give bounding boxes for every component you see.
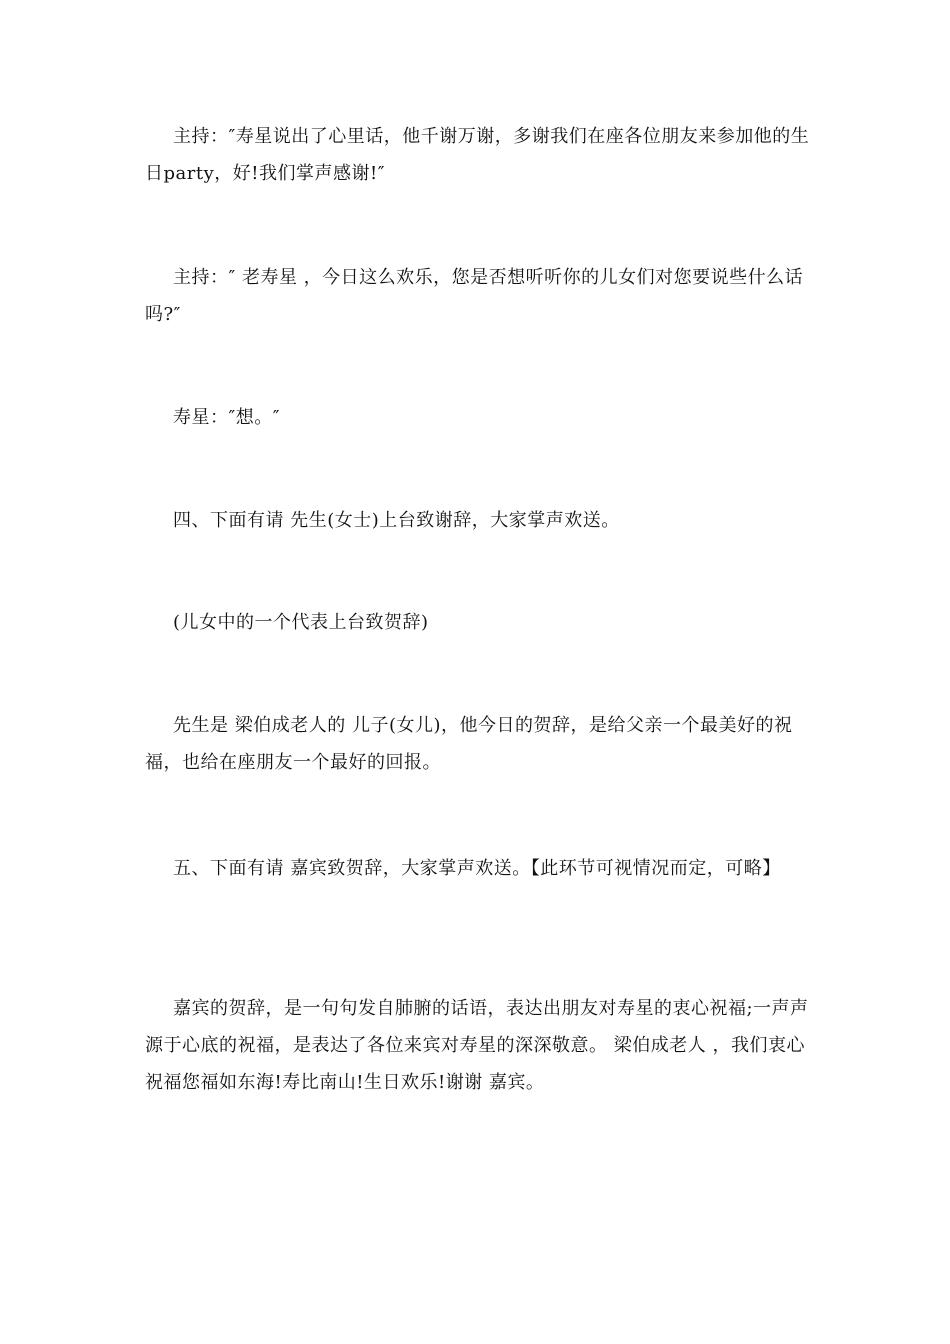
paragraph-section-four: 四、下面有请 先生(女士)上台致谢辞，大家掌声欢送。 — [173, 510, 620, 531]
paragraph-host-question: 主持：″ 老寿星 ，今日这么欢乐，您是否想听听你的儿女们对您要说些什么话吗?″ — [145, 267, 804, 325]
paragraph-host-thanks: 主持：″寿星说出了心里话，他千谢万谢，多谢我们在座各位朋友来参加他的生日party，好!我们掌声感谢!″ — [145, 126, 810, 184]
paragraph-guest-speech: 嘉宾的贺辞，是一句句发自肺腑的话语，表达出朋友对寿星的衷心祝福;一声声源于心底的祝福，是表达了各位来宾对寿星的深深敬意。 梁伯成老人 ，我们衷心祝福您福如东海!寿比南山!生日欢乐!谢谢 嘉宾。 — [145, 998, 809, 1093]
paragraph-representative-note: (儿女中的一个代表上台致贺辞) — [173, 612, 429, 633]
paragraph-section-five: 五、下面有请 嘉宾致贺辞，大家掌声欢送。【此环节可视情况而定，可略】 — [173, 858, 781, 879]
paragraph-birthday-star-reply: 寿星：″想。″ — [173, 407, 280, 428]
paragraph-child-speech: 先生是 梁伯成老人的 儿子(女儿)，他今日的贺辞，是给父亲一个最美好的祝福，也给在座朋友一个最好的回报。 — [145, 715, 793, 773]
